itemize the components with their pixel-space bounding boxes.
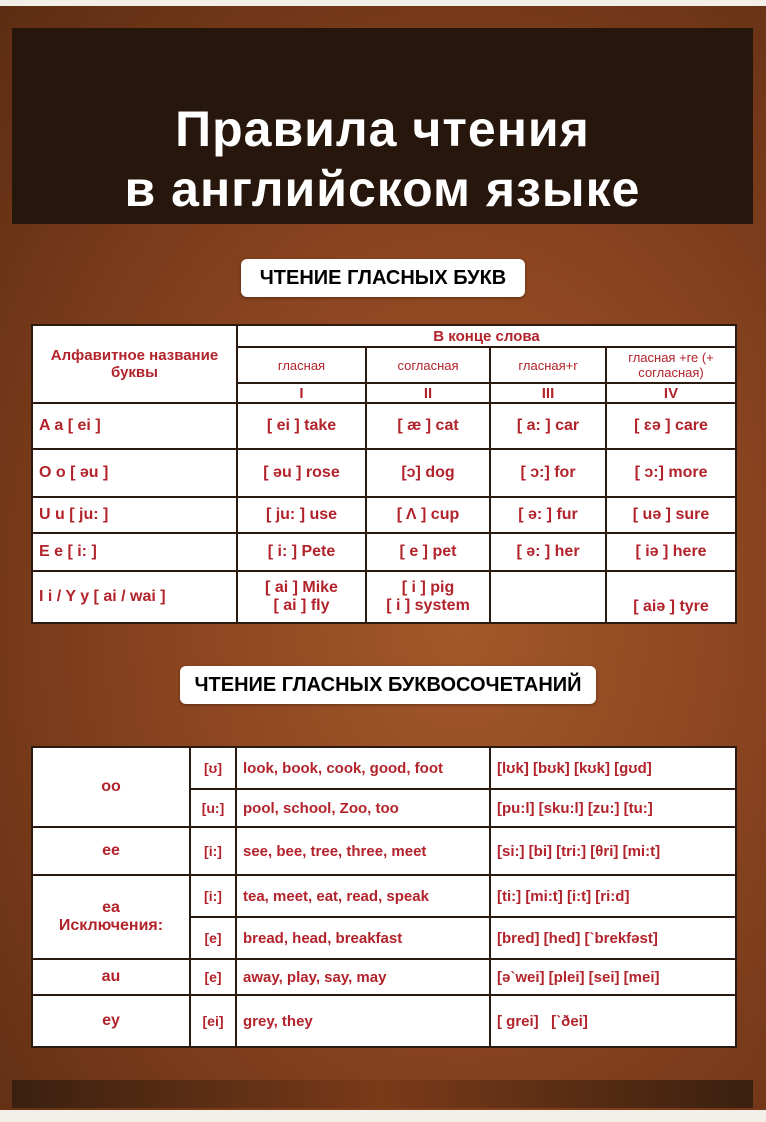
cell-o-1: [ əu ] rose	[237, 449, 366, 497]
alphabet-name-header: Алфавитное название буквы	[32, 325, 237, 403]
bottom-edge	[0, 1110, 766, 1122]
letter-o: O o [ əu ]	[32, 449, 237, 497]
ey-words: grey, they	[236, 995, 490, 1047]
ea-sound-2: [e]	[190, 917, 236, 959]
col-type-1: гласная	[237, 347, 366, 383]
cell-e-3: [ ə: ] her	[490, 533, 606, 571]
oo-words-2: pool, school, Zoo, too	[236, 789, 490, 827]
ee-sound: [i:]	[190, 827, 236, 875]
au-transcription: [ə`wei] [plei] [sei] [mei]	[490, 959, 736, 995]
end-of-word-header: В конце слова	[237, 325, 736, 347]
cell-i-3	[490, 571, 606, 623]
roman-4: IV	[606, 383, 736, 403]
cell-i-2-line-1: [ i ] pig	[401, 579, 455, 596]
cell-i-1-line-2: [ ai ] fly	[273, 597, 330, 614]
section-title-vowels: ЧТЕНИЕ ГЛАСНЫХ БУКВ	[241, 259, 525, 297]
cell-u-1: [ ju: ] use	[237, 497, 366, 533]
ea-sound-1: [i:]	[190, 875, 236, 917]
ea-words-2: bread, head, breakfast	[236, 917, 490, 959]
cell-a-1: [ ei ] take	[237, 403, 366, 449]
combo-oo: oo	[32, 747, 190, 827]
vowels-table	[31, 324, 737, 624]
cell-u-2: [ Λ ] cup	[366, 497, 490, 533]
cell-i-2	[366, 571, 490, 623]
cell-e-2: [ e ] pet	[366, 533, 490, 571]
combo-ea-label: ea	[102, 899, 120, 916]
cell-i-4: [ aiə ] tyre	[606, 571, 736, 623]
section-title-combinations: ЧТЕНИЕ ГЛАСНЫХ БУКВОСОЧЕТАНИЙ	[180, 666, 596, 704]
ee-words: see, bee, tree, three, meet	[236, 827, 490, 875]
oo-words-1: look, book, cook, good, foot	[236, 747, 490, 789]
cell-a-2: [ æ ] cat	[366, 403, 490, 449]
title-panel	[12, 28, 753, 224]
ey-transcription: [ grei] [`ðei]	[490, 995, 736, 1047]
col-type-4: гласная +re (+ согласная)	[606, 347, 736, 383]
letter-a: A a [ ei ]	[32, 403, 237, 449]
combo-ea	[32, 875, 190, 959]
oo-sound-2: [u:]	[190, 789, 236, 827]
cell-i-1	[237, 571, 366, 623]
ea-transcription-1: [ti:] [mi:t] [i:t] [ri:d]	[490, 875, 736, 917]
col-type-3: гласная+r	[490, 347, 606, 383]
oo-transcription-1: [lʊk] [bʊk] [kʊk] [gʊd]	[490, 747, 736, 789]
cell-o-2: [ɔ] dog	[366, 449, 490, 497]
ee-transcription: [si:] [bi] [tri:] [θri] [mi:t]	[490, 827, 736, 875]
ea-words-1: tea, meet, eat, read, speak	[236, 875, 490, 917]
oo-sound-1: [ʊ]	[190, 747, 236, 789]
cell-a-4: [ ɛə ] care	[606, 403, 736, 449]
combo-au: au	[32, 959, 190, 995]
letter-u: U u [ ju: ]	[32, 497, 237, 533]
cell-u-3: [ ə: ] fur	[490, 497, 606, 533]
combinations-table	[31, 746, 737, 1048]
letter-i-y: I i / Y y [ ai / wai ]	[32, 571, 237, 623]
roman-1: I	[237, 383, 366, 403]
cell-a-3: [ a: ] car	[490, 403, 606, 449]
cell-u-4: [ uə ] sure	[606, 497, 736, 533]
cell-i-1-line-1: [ ai ] Mike	[265, 579, 338, 596]
ea-exceptions-label: Исключения:	[58, 917, 164, 934]
cell-i-2-line-2: [ i ] system	[386, 597, 470, 614]
oo-transcription-2: [pu:l] [sku:l] [zu:] [tu:]	[490, 789, 736, 827]
ey-sound: [ei]	[190, 995, 236, 1047]
cell-o-4: [ ɔ:] more	[606, 449, 736, 497]
cell-e-1: [ i: ] Pete	[237, 533, 366, 571]
roman-3: III	[490, 383, 606, 403]
combo-ey: ey	[32, 995, 190, 1047]
combo-ee: ee	[32, 827, 190, 875]
letter-e: E e [ i: ]	[32, 533, 237, 571]
au-sound: [e]	[190, 959, 236, 995]
cell-o-3: [ ɔ:] for	[490, 449, 606, 497]
title-line-1: Правила чтения	[175, 101, 590, 157]
roman-2: II	[366, 383, 490, 403]
ea-transcription-2: [bred] [hed] [`brekfəst]	[490, 917, 736, 959]
cell-e-4: [ iə ] here	[606, 533, 736, 571]
col-type-2: согласная	[366, 347, 490, 383]
au-words: away, play, say, may	[236, 959, 490, 995]
bottom-bar	[12, 1080, 753, 1108]
title-line-2: в английском языке	[124, 161, 641, 217]
top-edge	[0, 0, 766, 6]
